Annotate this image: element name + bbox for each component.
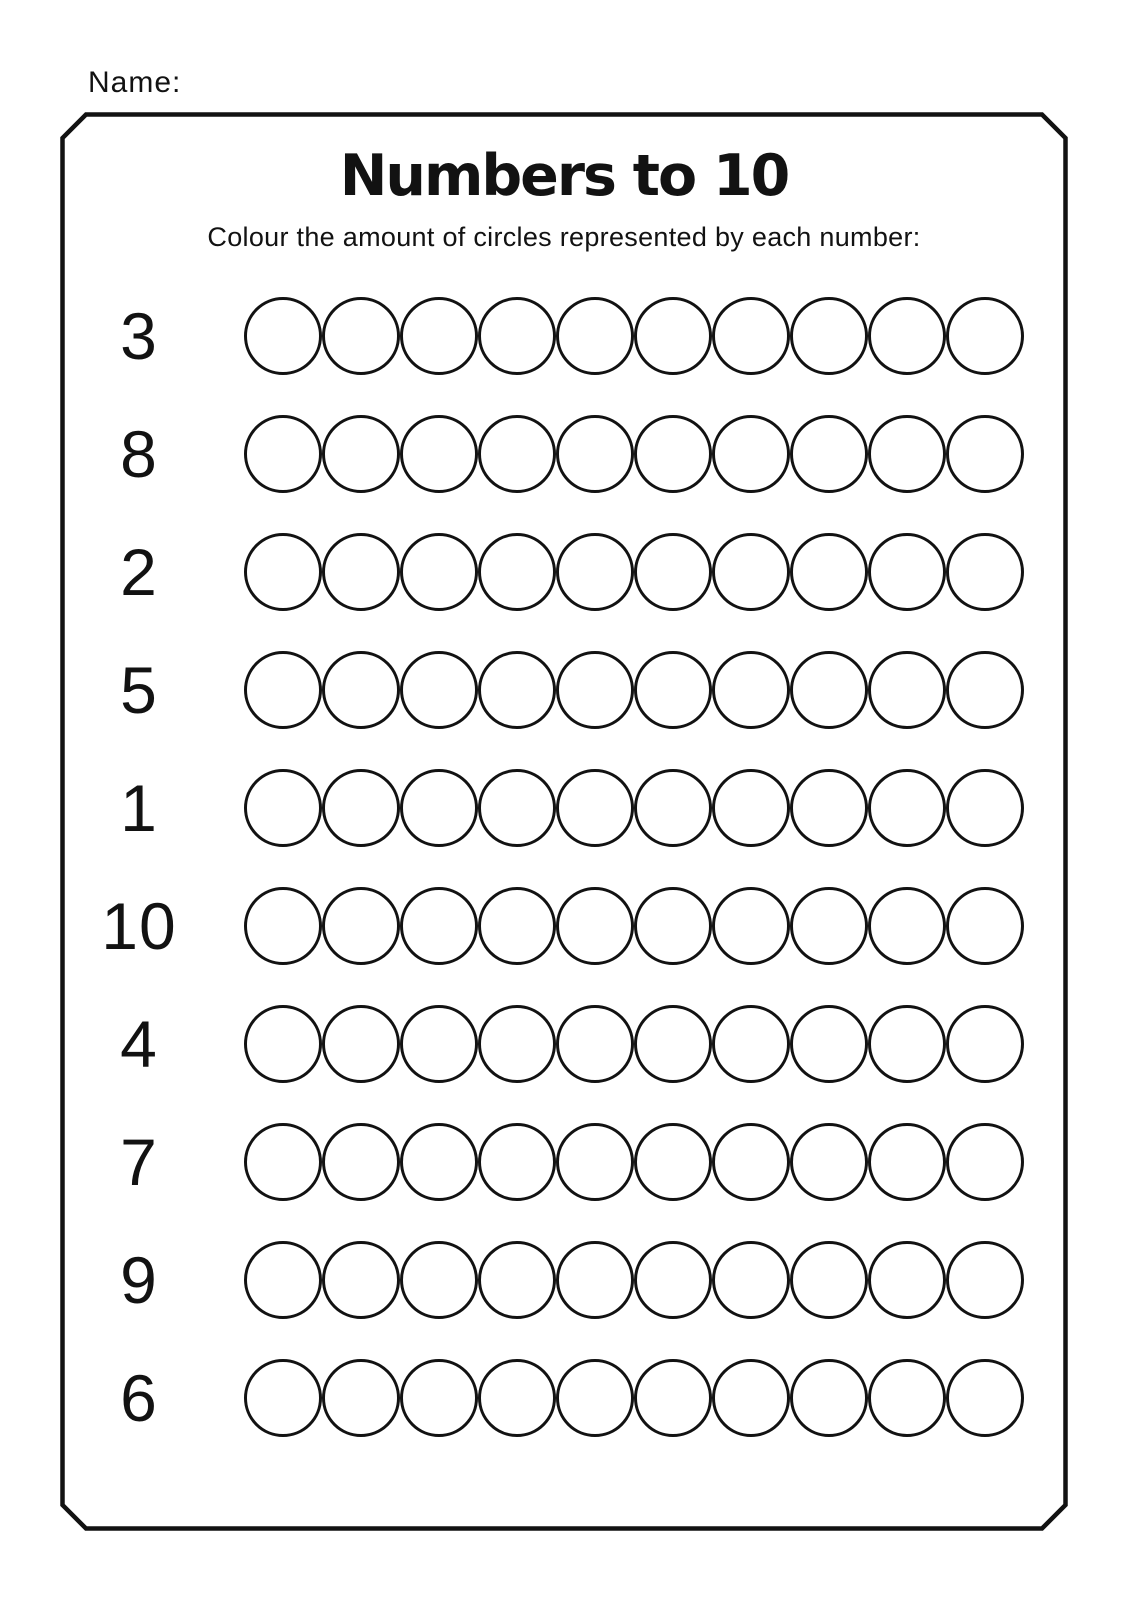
circle bbox=[868, 651, 946, 729]
circle bbox=[790, 297, 868, 375]
circle bbox=[322, 1359, 400, 1437]
circle bbox=[868, 533, 946, 611]
circle bbox=[790, 887, 868, 965]
circle bbox=[478, 1005, 556, 1083]
circle bbox=[712, 651, 790, 729]
worksheet-row bbox=[60, 631, 1068, 749]
circle bbox=[712, 1005, 790, 1083]
row-number: 5 bbox=[120, 653, 158, 728]
page-title: Numbers to 10 bbox=[339, 143, 789, 209]
circle bbox=[556, 1123, 634, 1201]
circle bbox=[400, 887, 478, 965]
circle bbox=[712, 887, 790, 965]
circle bbox=[634, 415, 712, 493]
circle bbox=[946, 297, 1024, 375]
circle bbox=[556, 1359, 634, 1437]
circle bbox=[946, 1241, 1024, 1319]
circle bbox=[322, 651, 400, 729]
circle bbox=[556, 1005, 634, 1083]
row-number: 6 bbox=[120, 1361, 158, 1436]
circle bbox=[244, 1123, 322, 1201]
circle bbox=[868, 1359, 946, 1437]
circle bbox=[322, 887, 400, 965]
circle-row bbox=[244, 1005, 1024, 1083]
circle bbox=[556, 297, 634, 375]
row-number: 9 bbox=[120, 1243, 158, 1318]
circle-row bbox=[244, 887, 1024, 965]
circle bbox=[712, 415, 790, 493]
circle bbox=[946, 1359, 1024, 1437]
circle bbox=[634, 1241, 712, 1319]
worksheet-row bbox=[60, 395, 1068, 513]
circle bbox=[244, 1359, 322, 1437]
circle bbox=[946, 887, 1024, 965]
circle-row bbox=[244, 651, 1024, 729]
circle bbox=[478, 1359, 556, 1437]
circle bbox=[322, 533, 400, 611]
circle bbox=[790, 1359, 868, 1437]
circle bbox=[634, 887, 712, 965]
circle-row bbox=[244, 769, 1024, 847]
circle-row bbox=[244, 1123, 1024, 1201]
circle bbox=[790, 1241, 868, 1319]
circle bbox=[790, 415, 868, 493]
row-number: 1 bbox=[120, 771, 158, 846]
circle bbox=[634, 1005, 712, 1083]
row-number: 3 bbox=[120, 299, 158, 374]
circle bbox=[634, 1359, 712, 1437]
circle bbox=[400, 533, 478, 611]
circle bbox=[400, 415, 478, 493]
circle bbox=[634, 297, 712, 375]
worksheet-row bbox=[60, 1103, 1068, 1221]
circle bbox=[556, 1241, 634, 1319]
circle-row bbox=[244, 533, 1024, 611]
circle bbox=[400, 651, 478, 729]
circle bbox=[478, 1123, 556, 1201]
circle bbox=[712, 533, 790, 611]
circle bbox=[946, 651, 1024, 729]
circle bbox=[790, 769, 868, 847]
circle bbox=[712, 769, 790, 847]
circle bbox=[244, 887, 322, 965]
circle bbox=[946, 769, 1024, 847]
circle bbox=[868, 415, 946, 493]
circle bbox=[556, 415, 634, 493]
circle bbox=[712, 297, 790, 375]
circle bbox=[790, 1005, 868, 1083]
name-label: Name: bbox=[88, 66, 182, 99]
row-number: 4 bbox=[120, 1007, 158, 1082]
circle bbox=[868, 1241, 946, 1319]
circle-row bbox=[244, 297, 1024, 375]
row-number: 2 bbox=[120, 535, 158, 610]
circle bbox=[244, 769, 322, 847]
circle-row bbox=[244, 1359, 1024, 1437]
circle bbox=[946, 415, 1024, 493]
circle bbox=[322, 1123, 400, 1201]
circle bbox=[478, 415, 556, 493]
rows-container bbox=[60, 277, 1068, 1457]
worksheet-row bbox=[60, 1221, 1068, 1339]
circle bbox=[868, 769, 946, 847]
circle bbox=[556, 769, 634, 847]
circle bbox=[556, 651, 634, 729]
circle bbox=[322, 1005, 400, 1083]
circle bbox=[478, 533, 556, 611]
circle bbox=[556, 887, 634, 965]
circle bbox=[712, 1241, 790, 1319]
worksheet-row bbox=[60, 749, 1068, 867]
circle bbox=[634, 769, 712, 847]
worksheet-row bbox=[60, 1339, 1068, 1457]
circle bbox=[946, 533, 1024, 611]
circle bbox=[946, 1005, 1024, 1083]
instruction-text: Colour the amount of circles represented by each number: bbox=[207, 222, 921, 253]
circle bbox=[556, 533, 634, 611]
row-number: 10 bbox=[101, 889, 177, 964]
circle bbox=[868, 297, 946, 375]
circle bbox=[478, 297, 556, 375]
circle bbox=[244, 297, 322, 375]
worksheet-row bbox=[60, 985, 1068, 1103]
circle bbox=[244, 1005, 322, 1083]
worksheet-row bbox=[60, 867, 1068, 985]
circle bbox=[244, 533, 322, 611]
circle bbox=[790, 533, 868, 611]
circle bbox=[322, 1241, 400, 1319]
circle bbox=[244, 651, 322, 729]
circle bbox=[946, 1123, 1024, 1201]
circle bbox=[322, 769, 400, 847]
circle bbox=[868, 887, 946, 965]
circle bbox=[400, 1241, 478, 1319]
circle bbox=[868, 1005, 946, 1083]
circle bbox=[634, 533, 712, 611]
circle bbox=[400, 1005, 478, 1083]
circle bbox=[478, 1241, 556, 1319]
circle bbox=[244, 415, 322, 493]
worksheet-row bbox=[60, 277, 1068, 395]
circle bbox=[478, 887, 556, 965]
circle bbox=[400, 1359, 478, 1437]
worksheet-sheet bbox=[60, 112, 1068, 1531]
circle bbox=[790, 651, 868, 729]
circle-row bbox=[244, 415, 1024, 493]
circle bbox=[634, 651, 712, 729]
row-number: 8 bbox=[120, 417, 158, 492]
circle bbox=[322, 415, 400, 493]
circle bbox=[400, 297, 478, 375]
circle bbox=[634, 1123, 712, 1201]
circle bbox=[712, 1359, 790, 1437]
circle-row bbox=[244, 1241, 1024, 1319]
circle bbox=[790, 1123, 868, 1201]
circle bbox=[478, 769, 556, 847]
worksheet-row bbox=[60, 513, 1068, 631]
circle bbox=[400, 769, 478, 847]
circle bbox=[322, 297, 400, 375]
circle bbox=[400, 1123, 478, 1201]
sheet-content bbox=[60, 112, 1068, 1531]
row-number: 7 bbox=[120, 1125, 158, 1200]
circle bbox=[868, 1123, 946, 1201]
circle bbox=[478, 651, 556, 729]
circle bbox=[712, 1123, 790, 1201]
circle bbox=[244, 1241, 322, 1319]
